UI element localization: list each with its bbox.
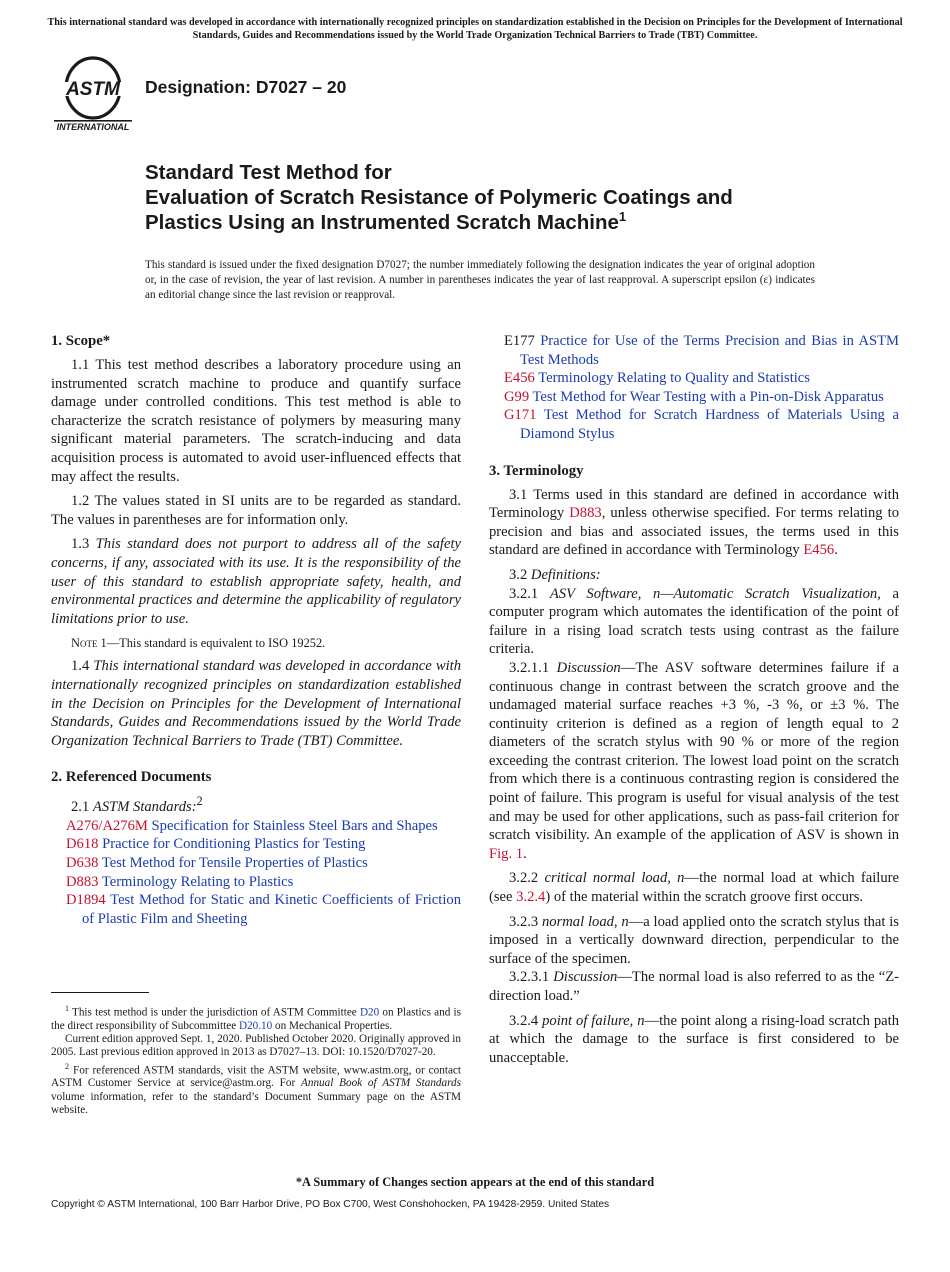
astm-standards-sub: [51, 792, 461, 816]
astm-standards-num: 2.1: [71, 799, 90, 816]
right-column: [489, 332, 899, 1067]
footnote-divider: [51, 992, 149, 993]
term-3-1-text-b: , unless otherwise specified. For terms relating to precision and bias and associated issues, the terms used in this standard are defined in accordance with Terminology: [489, 505, 899, 559]
designation: Designation: D7027 – 20: [145, 77, 347, 97]
title-line-3: [145, 210, 845, 235]
scope-1-3-text: This standard does not purport to address all of the safety concerns, if any, associated with its use. It is the responsibility of the user of this standard to establish appropriate safety, health, and environmental practices and determine the applicability of regulatory limitations prior to use.: [51, 536, 461, 627]
note-1-text: —This standard is equivalent to ISO 19252.: [106, 636, 326, 651]
ref-title[interactable]: Practice for Use of the Terms Precision and Bias in ASTM Test Methods: [520, 333, 899, 368]
astm-standards-mark: 2: [196, 794, 203, 809]
term-3-2-3: [489, 913, 899, 969]
left-column: [51, 332, 461, 928]
term-3-2-3-text: —a load applied onto the scratch stylus that is imposed in a vertically downward direction, perpendicular to the surface of the specimen.: [489, 913, 899, 967]
ref-item[interactable]: [51, 835, 461, 854]
term-3-2-3-1-label: Discussion: [553, 969, 618, 986]
summary-of-changes-note: *A Summary of Changes section appears at the end of this standard: [295, 1175, 655, 1189]
term-3-2-1-num: 3.2.1: [509, 585, 539, 602]
d883-link[interactable]: D883: [569, 505, 602, 522]
footnote-2-text-a: For referenced ASTM standards, visit the ASTM website, www.astm.org, or contact ASTM Customer Service at service@astm.org. For: [51, 1064, 461, 1090]
term-3-2-4: [489, 1012, 899, 1068]
term-3-2-1-term: ASV Software, n—Automatic Scratch Visualization: [549, 585, 878, 602]
term-3-2-4-num: 3.2.4: [509, 1012, 539, 1029]
ref-title[interactable]: Practice for Conditioning Plastics for Testing: [102, 836, 366, 853]
ref-item[interactable]: [489, 406, 899, 443]
term-3-1: [489, 486, 899, 560]
astm-logo: [52, 54, 134, 134]
term-3-2-2-text-b: ) of the material within the scratch groove first occurs.: [545, 889, 864, 906]
subcommittee-link[interactable]: D20.10: [238, 1019, 273, 1032]
term-3-1-text-a: 3.1 Terms used in this standard are defined in accordance with Terminology: [489, 486, 899, 522]
term-3-2-2-text-a: —the normal load at which failure (see: [489, 870, 899, 906]
term-3-2-2-num: 3.2.2: [509, 870, 539, 887]
ref-item[interactable]: [51, 854, 461, 873]
logo-text: ASTM: [66, 79, 120, 100]
section-3-2-4-link[interactable]: 3.2.4: [516, 889, 546, 906]
ref-item[interactable]: [489, 388, 899, 407]
referenced-heading: 2. Referenced Documents: [51, 769, 212, 786]
scope-1-1: 1.1 This test method describes a laboratory procedure using an instrumented scratch machine to produce and quantify surface damage under controlled conditions. This test method is able to characterize the scratch resistance of polymers by measuring many significant material parameters. The scratch-inducing and data acquisition process is automated to avoid user-influenced effects that may affect the results.: [51, 357, 461, 485]
footnote-1-mark: 1: [65, 1004, 69, 1013]
ref-title[interactable]: Test Method for Scratch Hardness of Materials Using a Diamond Stylus: [520, 407, 900, 442]
ref-code[interactable]: E456: [504, 370, 535, 387]
term-3-2-4-text: —the point along a rising-load scratch path at which the damage to the surface is first considered to be unacceptable.: [489, 1012, 900, 1066]
terminology-heading: 3. Terminology: [489, 462, 584, 479]
ref-code[interactable]: G171: [504, 407, 537, 424]
ref-code[interactable]: D638: [66, 854, 99, 871]
ref-code[interactable]: D618: [66, 836, 99, 853]
scope-1-2: 1.2 The values stated in SI units are to be regarded as standard. The values in parentheses are for information only.: [51, 493, 461, 528]
scope-1-4-num: 1.4: [71, 658, 90, 675]
scope-1-4-text: This international standard was developed in accordance with internationally recognized principles on standardization established in the Decision on Principles for the Development of International Standards, Guides and Recommendations issued by the World Trade Organization Technical Barriers to Trade (TBT) Committee.: [51, 658, 462, 749]
ref-code[interactable]: A276/A276M: [66, 817, 148, 834]
ref-title[interactable]: Terminology Relating to Quality and Statistics: [538, 370, 810, 387]
logo-subtext: INTERNATIONAL: [56, 122, 130, 132]
tbt-banner: This international standard was developed in accordance with internationally recognized principles on standardization established in the Decision on Principles for the Development of International Standards, Guides and Recommendations issued by the World Trade Organization Technical Barriers to Trade (TBT) Committee.: [47, 17, 903, 41]
scope-1-3-num: 1.3: [71, 536, 90, 553]
title-footnote-mark: 1: [618, 209, 627, 225]
issued-note: This standard is issued under the fixed designation D7027; the number immediately following the designation indicates the year of original adoption or, in the case of revision, the year of last revision. A number in parentheses indicates the year of last reapproval. A superscript epsilon (ε) indicates an editorial change since the last revision or reapproval.: [145, 259, 815, 301]
term-3-2-label: Definitions:: [530, 566, 601, 583]
note-1-label: Note 1: [71, 636, 107, 651]
term-3-2-1-1-label: Discussion: [556, 659, 621, 676]
fig-1-link[interactable]: Fig. 1: [489, 845, 524, 862]
ref-item[interactable]: [489, 332, 899, 369]
ref-title[interactable]: Test Method for Wear Testing with a Pin-on-Disk Apparatus: [532, 388, 884, 405]
footnotes: [51, 1002, 461, 1117]
copyright: Copyright © ASTM International, 100 Barr Harbor Drive, PO Box C700, West Conshohocken, PA 19428-2959. United States: [51, 1199, 610, 1210]
term-3-2-1-1-text: —The ASV software determines failure if a continuous change in contrast between the scratch groove and the undamaged material surface reaches +3 %, -3 %, or ±3 %. The continuity criterion is defined as a region of length equal to 2 diameters of the scratch stylus with 90 % or more of the region exceeding the contrast criterion. The lowest load point on the scratch from which there is a continuous contrasting region is considered the point of failure. This program is useful for visual analysis of the test and may be used for other applications, such as pass-fail criterion for scratch visibility. An example of the application of ASV is shown in: [489, 659, 899, 844]
term-3-2-4-term: point of failure, n: [542, 1012, 645, 1029]
term-3-2-3-num: 3.2.3: [509, 913, 539, 930]
term-3-2: [489, 566, 899, 585]
footnote-1-text-c: on Mechanical Properties.: [272, 1019, 393, 1032]
scope-1-4: [51, 657, 461, 750]
committee-d20-link[interactable]: D20: [359, 1006, 380, 1019]
ref-title[interactable]: Test Method for Static and Kinetic Coefficients of Friction of Plastic Film and Sheeting: [82, 892, 461, 927]
footnote-2: [51, 1060, 461, 1118]
footnote-2-italic: Annual Book of ASTM Standards: [301, 1077, 461, 1090]
ref-item[interactable]: [51, 873, 461, 892]
ref-code[interactable]: D883: [66, 873, 99, 890]
title-line-1: Standard Test Method for: [145, 161, 392, 184]
footnote-1-text-b: on Plastics and is the direct responsibility of Subcommittee: [51, 1006, 461, 1032]
e456-link[interactable]: E456: [803, 542, 835, 559]
title-line-3-text: Plastics Using an Instrumented Scratch Machine: [145, 211, 619, 234]
ref-item[interactable]: [51, 891, 461, 928]
term-3-2-3-term: normal load, n: [542, 913, 629, 930]
document-title: [145, 160, 845, 235]
term-3-2-2-term: critical normal load, n: [544, 870, 685, 887]
term-3-1-text-c: .: [834, 542, 838, 559]
term-3-2-1-1: [489, 659, 899, 864]
ref-title[interactable]: Terminology Relating to Plastics: [101, 873, 294, 890]
ref-item[interactable]: [489, 369, 899, 388]
astm-standards-label: ASTM Standards:: [92, 799, 197, 816]
term-3-2-3-1-text: —The normal load is also referred to as the “Z-direction load.”: [489, 969, 899, 1004]
ref-code[interactable]: D1894: [66, 892, 106, 909]
term-3-2-3-1-num: 3.2.3.1: [509, 969, 550, 986]
ref-code[interactable]: E177: [504, 333, 535, 349]
term-3-2-1: [489, 585, 899, 659]
footnote-1-approval: Current edition approved Sept. 1, 2020. Published October 2020. Originally approved in 2005. Last previous edition approved in 2013 as D7027–13. DOI: 10.1520/D7027-20.: [51, 1033, 461, 1059]
footnote-1-text-a: This test method is under the jurisdiction of ASTM Committee: [72, 1006, 360, 1019]
title-line-2: Evaluation of Scratch Resistance of Polymeric Coatings and: [145, 186, 733, 209]
footnote-2-mark: 2: [65, 1061, 69, 1071]
ref-title[interactable]: Test Method for Tensile Properties of Plastics: [101, 854, 368, 871]
footnote-2-text-b: volume information, refer to the standard’s Document Summary page on the ASTM website.: [51, 1090, 461, 1116]
term-3-2-1-1-end: .: [523, 845, 527, 862]
ref-title[interactable]: Specification for Stainless Steel Bars and Shapes: [151, 817, 438, 834]
term-3-2-1-1-num: 3.2.1.1: [509, 659, 550, 676]
term-3-2-num: 3.2: [509, 566, 528, 583]
ref-item[interactable]: [51, 817, 461, 836]
scope-heading: 1. Scope*: [51, 333, 111, 349]
footnote-1: [51, 1002, 461, 1033]
note-1: [51, 635, 461, 651]
term-3-2-2: [489, 869, 899, 906]
ref-code[interactable]: G99: [504, 388, 530, 405]
term-3-2-3-1: [489, 968, 899, 1005]
term-3-2-1-text: , a computer program which automates the identification of the point of failure in a rising load scratch tests using contrast as the failure criteria.: [489, 585, 899, 658]
scope-1-3: [51, 535, 461, 628]
